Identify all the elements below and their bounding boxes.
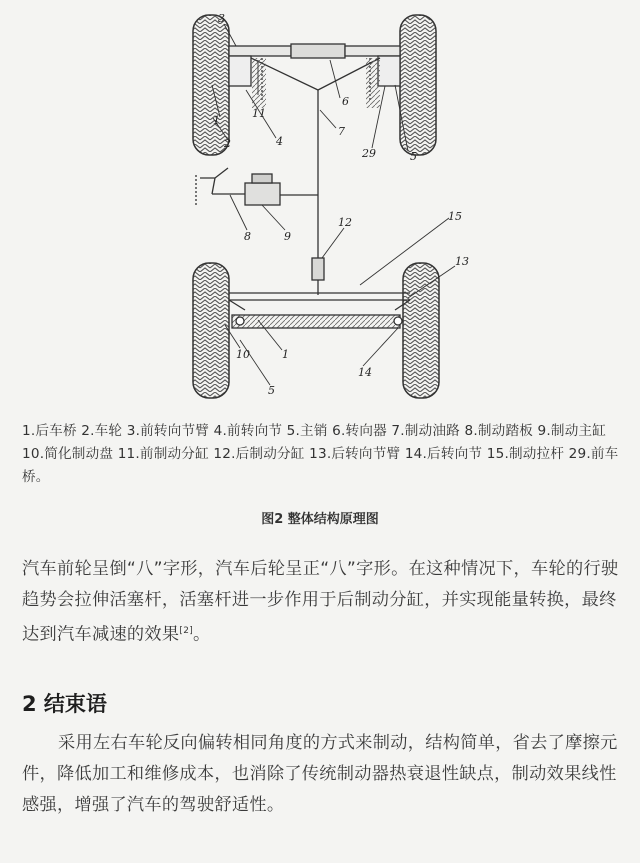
callout-6: 6 — [342, 95, 349, 108]
rear-axle — [229, 293, 410, 328]
callout-10: 10 — [236, 348, 250, 361]
citation-ref: [2] — [179, 626, 194, 636]
callout-5-rear: 5 — [268, 384, 275, 397]
structure-diagram — [0, 0, 640, 415]
figure-title: 图2 整体结构原理图 — [261, 512, 379, 527]
body-paragraph-1 — [22, 554, 622, 651]
callout-2: 2 — [224, 137, 231, 150]
callout-29: 29 — [362, 147, 376, 160]
callout-13: 13 — [455, 255, 469, 268]
section-heading: 2 结束语 — [22, 692, 107, 716]
callout-7: 7 — [338, 125, 345, 138]
paragraph-1-text: 汽车前轮呈倒“八”字形，汽车后轮呈正“八”字形。在这种情况下，车轮的行驶趋势会拉伸活塞杆，活塞杆进一步作用于后制动分缸，并实现能量转换，最终达到汽车减速的效果 — [22, 559, 619, 645]
callout-11: 11 — [252, 107, 266, 120]
callout-3: 3 — [218, 12, 225, 25]
callout-12: 12 — [338, 216, 352, 229]
body-paragraph-2: 采用左右车轮反向偏转相同角度的方式来制动，结构简单，省去了摩擦元件，降低加工和维修成本，也消除了传统制动器热衰退性缺点，制动效果线性感强，增强了汽车的驾驶舒适性。 — [22, 733, 618, 815]
figure-legend: 1.后车桥 2.车轮 3.前转向节臂 4.前转向节 5.主销 6.转向器 7.制动油路 8.制动踏板 9.制动主缸 10.简化制动盘 11.前制动分缸 12.后制动分缸 13.后转向节臂 14.后转向节 15.制动拉杆 29.前车桥。 — [22, 423, 619, 485]
callout-1-rear: 1 — [282, 348, 289, 361]
rear-left-wheel — [193, 263, 229, 398]
front-right-wheel — [400, 15, 436, 155]
callout-14: 14 — [358, 366, 372, 379]
rear-right-wheel — [403, 263, 439, 398]
front-axle — [229, 44, 400, 108]
callout-1: 1 — [213, 114, 220, 127]
callout-4: 4 — [276, 135, 283, 148]
callout-9: 9 — [284, 230, 291, 243]
callout-5: 5 — [410, 150, 417, 163]
callout-15: 15 — [448, 210, 462, 223]
paragraph-1-end: 。 — [193, 624, 211, 645]
callout-8: 8 — [244, 230, 251, 243]
